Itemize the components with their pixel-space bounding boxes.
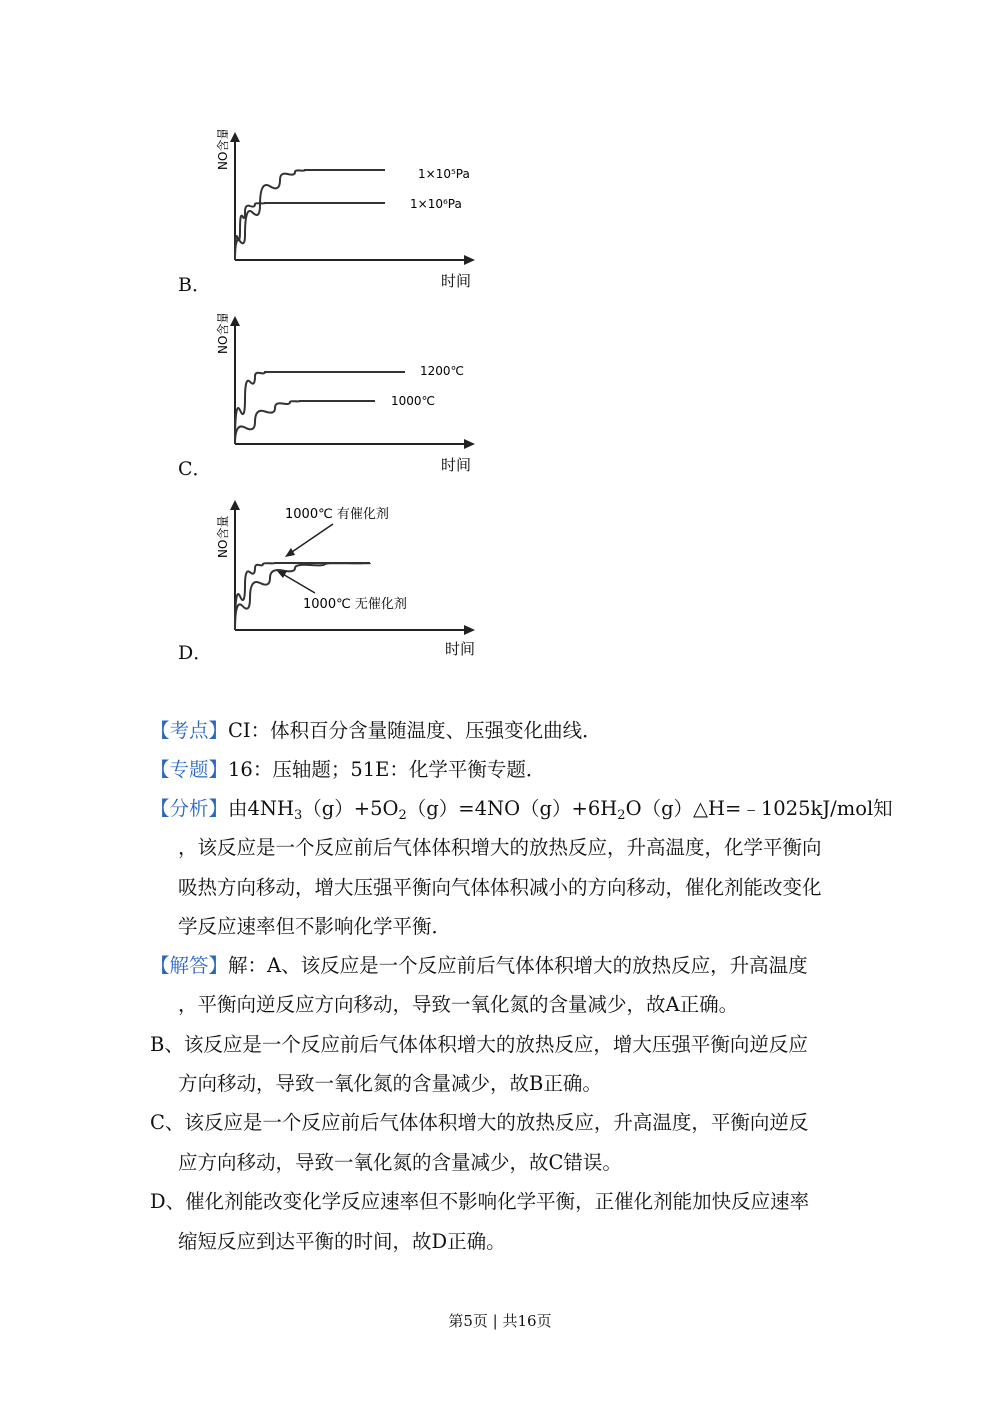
zhuanti-text: 16：压轴题；51E：化学平衡专题． bbox=[228, 758, 546, 781]
fenxi-line-2: ，该反应是一个反应前后气体体积增大的放热反应，升高温度，化学平衡向 bbox=[178, 836, 822, 859]
y-axis-arrow bbox=[230, 500, 240, 510]
jieda-line-2: ，平衡向逆反应方向移动，导致一氧化氮的含量减少，故A正确。 bbox=[178, 993, 739, 1016]
graph-b bbox=[205, 130, 490, 290]
graph-d bbox=[205, 498, 490, 663]
jieda-line bbox=[150, 954, 808, 978]
fenxi-tag: 【分析】 bbox=[150, 797, 229, 820]
y-axis-label: NO含量 bbox=[216, 515, 230, 558]
jieda-tag: 【解答】 bbox=[150, 954, 229, 977]
arrow-line bbox=[281, 573, 315, 593]
x-axis-label: 时间 bbox=[441, 272, 472, 290]
fenxi-line-4: 学反应速率但不影响化学平衡． bbox=[178, 915, 452, 938]
y-axis-label: NO含量 bbox=[216, 130, 230, 170]
series-line bbox=[235, 401, 375, 444]
equation-part: 由4NH bbox=[228, 797, 294, 820]
series-line bbox=[235, 203, 385, 260]
graph-c bbox=[205, 314, 490, 474]
annotation: 1000℃ 无催化剂 bbox=[303, 597, 407, 612]
y-axis-arrow bbox=[230, 316, 240, 326]
y-axis-arrow bbox=[230, 132, 240, 142]
answer-d-line: D、催化剂能改变化学反应速率但不影响化学平衡，正催化剂能加快反应速率 bbox=[150, 1190, 810, 1213]
answer-c-line: C、该反应是一个反应前后气体体积增大的放热反应，升高温度，平衡向逆反 bbox=[150, 1111, 809, 1134]
option-d-label: D． bbox=[178, 642, 213, 664]
kaodian-line bbox=[150, 719, 602, 743]
kaodian-text: CI：体积百分含量随温度、压强变化曲线． bbox=[228, 719, 602, 742]
x-axis-arrow bbox=[464, 255, 475, 265]
series-line bbox=[235, 170, 385, 260]
subscript: 3 bbox=[294, 808, 303, 823]
arrow-head bbox=[277, 571, 287, 578]
series-label: 1×10⁵Pa bbox=[418, 167, 470, 181]
annotation: 1000℃ 有催化剂 bbox=[285, 507, 389, 522]
answer-b-line-2: 方向移动，导致一氧化氮的含量减少，故B正确。 bbox=[178, 1072, 602, 1095]
zhuanti-tag: 【专题】 bbox=[150, 758, 229, 781]
jieda-text: 解：A、该反应是一个反应前后气体体积增大的放热反应，升高温度 bbox=[228, 954, 808, 977]
series-label: 1×10⁶Pa bbox=[410, 197, 462, 211]
kaodian-tag: 【考点】 bbox=[150, 719, 229, 742]
fenxi-line-3: 吸热方向移动，增大压强平衡向气体体积减小的方向移动，催化剂能改变化 bbox=[178, 876, 822, 899]
option-b-label: B． bbox=[178, 274, 211, 296]
series-line bbox=[235, 372, 405, 444]
x-axis-arrow bbox=[464, 625, 475, 635]
series-label: 1200℃ bbox=[420, 364, 465, 378]
arrow-line bbox=[289, 524, 333, 554]
answer-b-line: B、该反应是一个反应前后气体体积增大的放热反应，增大压强平衡向逆反应 bbox=[150, 1033, 808, 1056]
x-axis-arrow bbox=[464, 439, 475, 449]
zhuanti-line bbox=[150, 758, 545, 782]
equation-part: （g）=4NO（g）+6H bbox=[406, 797, 618, 820]
subscript: 2 bbox=[398, 808, 407, 823]
x-axis-label: 时间 bbox=[445, 640, 476, 658]
x-axis-label: 时间 bbox=[441, 456, 472, 474]
option-c-label: C． bbox=[178, 458, 212, 480]
subscript: 2 bbox=[617, 808, 626, 823]
answer-c-line-2: 应方向移动，导致一氧化氮的含量减少，故C错误。 bbox=[178, 1151, 622, 1174]
series-label: 1000℃ bbox=[391, 394, 436, 408]
fenxi-line bbox=[150, 797, 893, 821]
equation-part: （g）+5O bbox=[302, 797, 399, 820]
y-axis-label: NO含量 bbox=[216, 314, 230, 354]
arrow-head bbox=[285, 548, 295, 557]
page-footer: 第5页 | 共16页 bbox=[448, 1312, 552, 1330]
equation-part: O（g）△H=﹣1025kJ/mol知 bbox=[625, 797, 893, 820]
answer-d-line-2: 缩短反应到达平衡的时间，故D正确。 bbox=[178, 1230, 506, 1253]
